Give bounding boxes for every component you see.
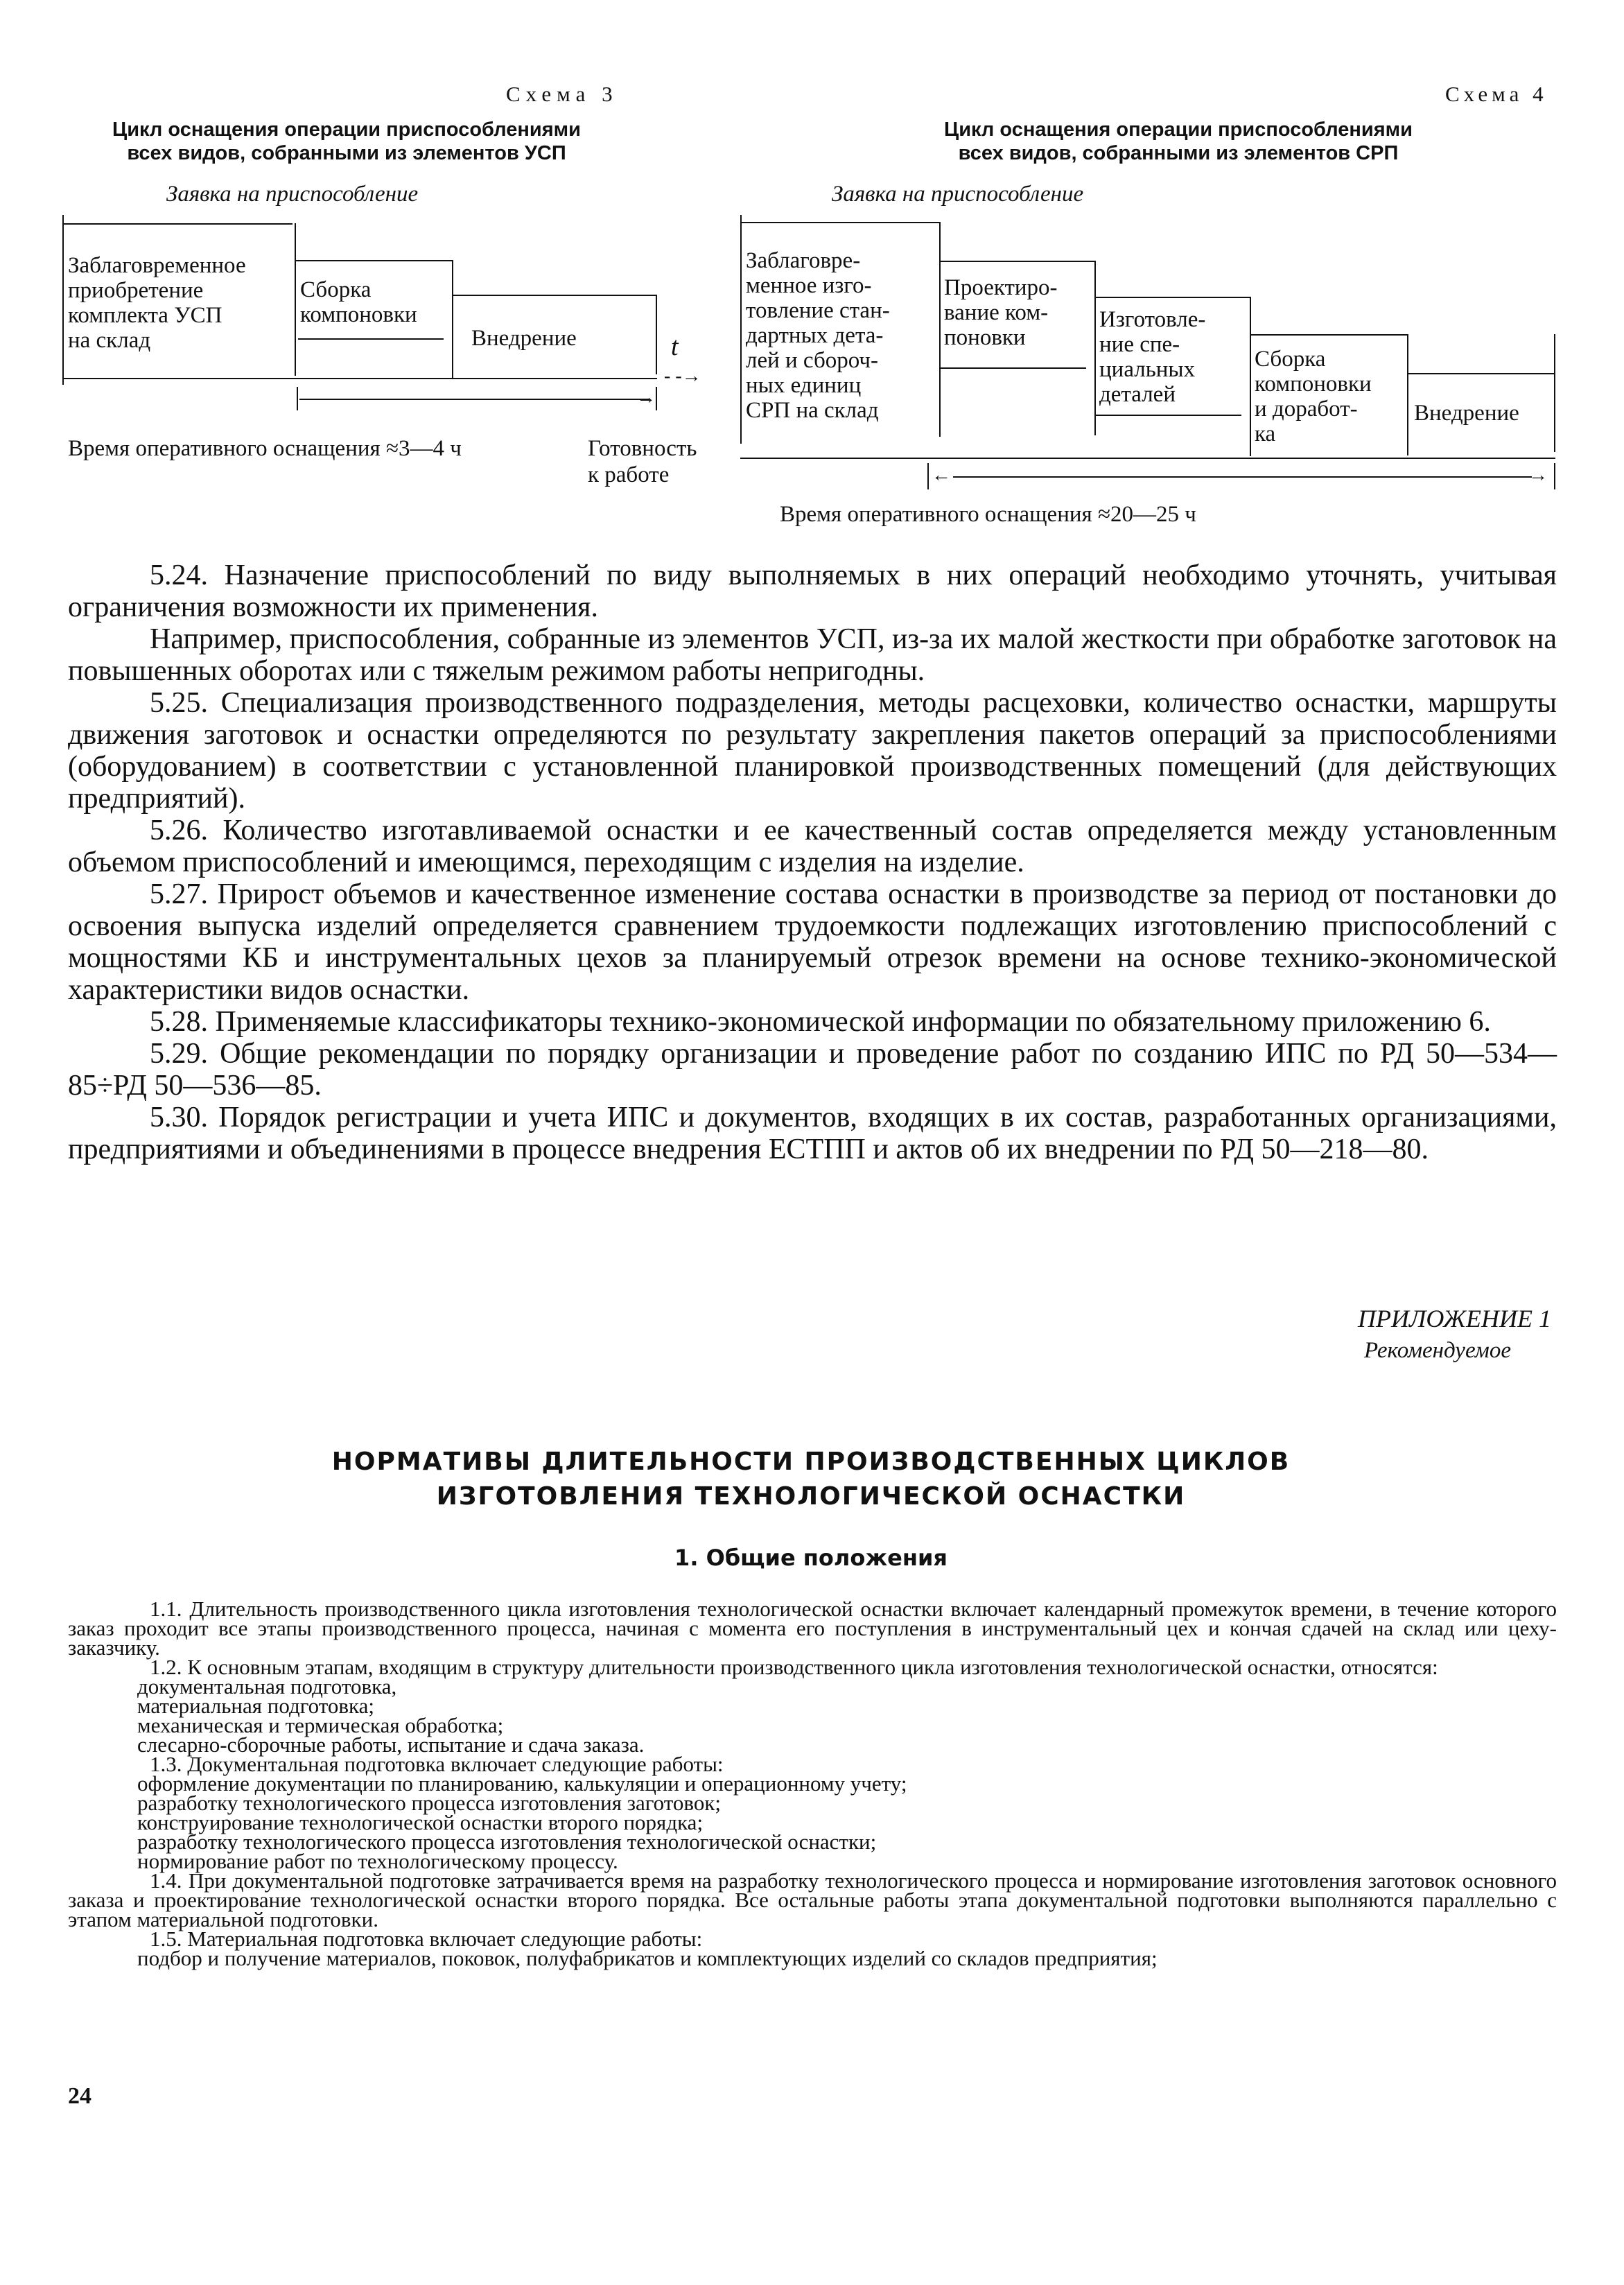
paragraph: 5.27. Прирост объемов и качественное изменение состава оснастки в производстве за период от постановки до освоения выпуска изделий определяется сравнением трудоемкости подлежащих изготовлению приспособлений с мощностями КБ и инструментальных цехов за планируемый отрезок времени на основе технико-экономической характеристики видов оснастки. [68, 878, 1557, 1006]
schema3-left-line [62, 215, 64, 385]
appendix-subtitle: Рекомендуемое [1363, 1338, 1511, 1363]
schema4-tick [927, 463, 929, 489]
schema4-box1: Заблаговре- менное изго- товление стан- дартных дета- лей и сбороч- ных единиц СРП на склад [746, 248, 890, 423]
list-item: нормирование работ по технологическому процессу. [137, 1849, 618, 1873]
page-number: 24 [68, 2083, 91, 2109]
list-item: подбор и получение материалов, поковок, полуфабрикатов и комплектующих изделий со складов предприятия; [137, 1946, 1158, 1970]
schema3-line [64, 223, 293, 225]
schema3-title: Цикл оснащения операции приспособлениями всех видов, собранными из элементов УСП [112, 119, 581, 164]
schema4-label: Схема 4 [1445, 82, 1548, 106]
list-item: материальная подготовка; [137, 1694, 374, 1718]
schema4-divider [1094, 261, 1096, 435]
schema3-duration-line [299, 399, 649, 400]
schema4-line [1251, 334, 1407, 336]
schema4-baseline [740, 458, 1555, 459]
schema4-box5: Внедрение [1414, 401, 1519, 426]
schema3-box3: Внедрение [471, 326, 577, 351]
heading-line2: ИЗГОТОВЛЕНИЯ ТЕХНОЛОГИЧЕСКОЙ ОСНАСТКИ [436, 1482, 1186, 1511]
schema3-divider [656, 295, 657, 374]
schema4-line [1408, 373, 1554, 374]
paragraph: 1.3. Документальная подготовка включает следующие работы: [150, 1752, 724, 1776]
schema4-divider [1250, 297, 1251, 456]
schema3-divider [295, 223, 296, 376]
paragraph: 5.30. Порядок регистрации и учета ИПС и документов, входящих в их состав, разработанных организациями, предприятиями и объединениями в процессе внедрения ЕСТПП и актов об их внедрении по РД 50—218—80. [68, 1102, 1557, 1165]
schema4-line [1096, 297, 1250, 298]
main-text [68, 559, 1557, 1165]
schema4-duration-line [953, 476, 1532, 478]
schema3-line [296, 260, 452, 261]
schema4-divider [1554, 334, 1555, 452]
paragraph: Например, приспособления, собранные из элементов УСП, из-за их малой жесткости при обработке заготовок на повышенных оборотах или с тяжелым режимом работы непригодны. [68, 623, 1557, 687]
paragraph: 1.2. К основным этапам, входящим в структуру длительности производственного цикла изготовления технологической оснастки, относятся: [150, 1655, 1438, 1679]
schema3-box2: Сборка компоновки [300, 277, 417, 327]
schema4-title: Цикл оснащения операции приспособлениями всех видов, собранными из элементов СРП [944, 119, 1413, 164]
arrow-left-icon: ← [932, 464, 951, 486]
arrow-right-icon: - -→ [664, 365, 701, 387]
list-item: конструирование технологической оснастки второго порядка; [137, 1810, 704, 1834]
schema3-divider [452, 260, 453, 378]
schema4-divider [1407, 334, 1408, 455]
schema4-line [1096, 415, 1241, 416]
schema3-line [298, 338, 444, 340]
schema4-left-line [740, 215, 742, 444]
schema4-tick [1554, 463, 1555, 489]
list-item: разработку технологического процесса изготовления заготовок; [137, 1791, 722, 1815]
list-item: оформление документации по планированию, калькуляции и операционному учету; [137, 1771, 907, 1796]
schema3-tick [656, 387, 657, 410]
schema4-box2: Проектиро- вание ком- поновки [944, 275, 1058, 350]
paragraph: 5.29. Общие рекомендации по порядку организации и проведение работ по созданию ИПС по РД 50—534—85÷РД 50—536—85. [68, 1038, 1557, 1102]
arrow-right-icon: → [636, 387, 656, 408]
section-heading: 1. Общие положения [674, 1545, 948, 1571]
schema3-baseline [62, 378, 657, 379]
paragraph: 1.5. Материальная подготовка включает следующие работы: [150, 1927, 703, 1951]
schema3-box1: Заблаговременное приобретение комплекта УСП на склад [68, 253, 246, 353]
paragraph: 5.28. Применяемые классификаторы технико-экономической информации по обязательному приложению 6. [150, 1006, 1491, 1038]
schema3-label: Схема 3 [506, 82, 618, 106]
schema3-line [453, 295, 656, 296]
schema3-time: Время оперативного оснащения ≈3—4 ч [68, 436, 462, 461]
paragraph: 5.24. Назначение приспособлений по виду выполняемых в них операций необходимо уточнять, учитывая ограничения возможности их применения. [68, 559, 1557, 623]
schema3-tick [297, 387, 298, 410]
schema4-divider [939, 222, 941, 437]
schema4-line [941, 261, 1094, 262]
list-item: механическая и термическая обработка; [137, 1713, 504, 1737]
appendix-text [68, 1599, 1557, 1968]
schema4-box4: Сборка компоновки и доработ- ка [1255, 347, 1372, 446]
paragraph: 1.1. Длительность производственного цикла изготовления технологической оснастки включает календарный промежуток времени, в течение которого заказ проходит все этапы производственного процесса, начиная с момента его поступления в инструментальный цех и кончая сдачей на склад или цеху-заказчику. [68, 1597, 1557, 1660]
paragraph: 5.25. Специализация производственного подразделения, методы расцеховки, количество оснастки, маршруты движения заготовок и оснастки определяются по результату закрепления пакетов операций за приспособлениями (оборудованием) в соответствии с установленной планировкой производственных помещений (для действующих предприятий). [68, 687, 1557, 815]
schema4-time: Время оперативного оснащения ≈20—25 ч [780, 502, 1196, 527]
schema4-request: Заявка на приспособление [832, 182, 1084, 207]
schema4-line [742, 222, 939, 223]
paragraph: 1.4. При документальной подготовке затрачивается время на разработку технологического процесса и нормирование изготовления заготовок основного заказа и проектирование технологической оснастки второго порядка. Все остальные работы этапа документальной подготовки выполняются параллельно с этапом материальной подготовки. [68, 1868, 1557, 1931]
schema4-box3: Изготовле- ние спе- циальных деталей [1099, 307, 1206, 407]
schema3-request: Заявка на приспособление [166, 182, 419, 207]
list-item: разработку технологического процесса изготовления технологической оснастки; [137, 1830, 877, 1854]
arrow-right-icon: → [1528, 464, 1548, 486]
heading-line1: НОРМАТИВЫ ДЛИТЕЛЬНОСТИ ПРОИЗВОДСТВЕННЫХ ЦИКЛОВ [331, 1448, 1291, 1476]
schema4-line [941, 367, 1086, 369]
list-item: слесарно-сборочные работы, испытание и сдача заказа. [137, 1732, 645, 1757]
appendix-title: ПРИЛОЖЕНИЕ 1 [1358, 1305, 1551, 1332]
schema3-t-axis: t [671, 332, 679, 361]
paragraph: 5.26. Количество изготавливаемой оснастки и ее качественный состав определяется между установленным объемом приспособлений и имеющимся, переходящим с изделия на изделие. [68, 815, 1557, 878]
list-item: документальная подготовка, [137, 1674, 397, 1698]
schema3-ready: Готовность к работе [588, 436, 697, 487]
